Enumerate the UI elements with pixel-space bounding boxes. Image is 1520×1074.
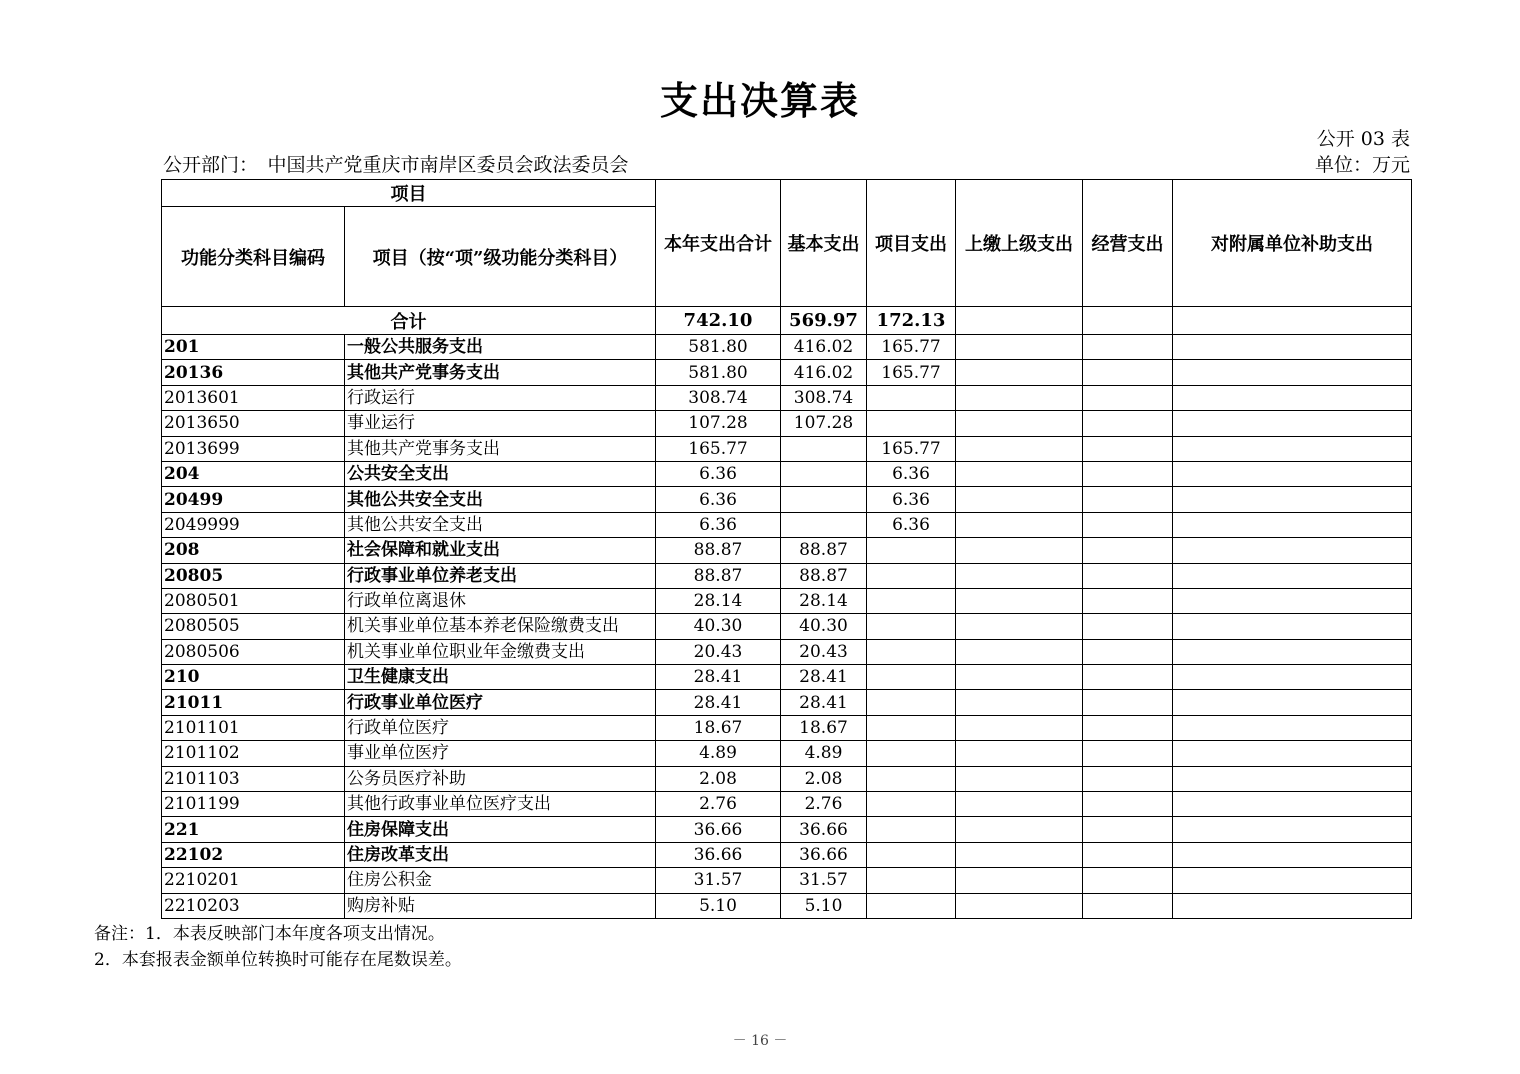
row-name: 机关事业单位职业年金缴费支出 xyxy=(345,639,656,664)
row-project xyxy=(867,385,956,410)
row-code: 2080505 xyxy=(162,614,345,639)
table-row xyxy=(162,817,1412,842)
row-subsidy xyxy=(1173,512,1412,537)
row-basic: 28.41 xyxy=(781,690,867,715)
row-basic: 5.10 xyxy=(781,893,867,918)
row-subsidy xyxy=(1173,893,1412,918)
row-subsidy xyxy=(1173,411,1412,436)
row-basic: 18.67 xyxy=(781,715,867,740)
row-upper xyxy=(956,868,1083,893)
header-project-group: 项目 xyxy=(162,180,656,207)
row-upper xyxy=(956,385,1083,410)
row-business xyxy=(1083,893,1173,918)
row-subsidy xyxy=(1173,335,1412,360)
row-basic: 88.87 xyxy=(781,563,867,588)
row-basic xyxy=(781,436,867,461)
header-upper: 上缴上级支出 xyxy=(956,180,1083,307)
row-name: 一般公共服务支出 xyxy=(345,335,656,360)
row-upper xyxy=(956,614,1083,639)
row-basic: 416.02 xyxy=(781,360,867,385)
header-name: 项目（按“项”级功能分类科目） xyxy=(345,207,656,307)
row-total: 5.10 xyxy=(656,893,781,918)
table-row xyxy=(162,868,1412,893)
row-code: 20136 xyxy=(162,360,345,385)
row-business xyxy=(1083,639,1173,664)
row-business xyxy=(1083,538,1173,563)
row-project xyxy=(867,588,956,613)
total-sum: 742.10 xyxy=(656,307,781,335)
row-business xyxy=(1083,690,1173,715)
table-row xyxy=(162,588,1412,613)
row-subsidy xyxy=(1173,461,1412,486)
row-project: 6.36 xyxy=(867,512,956,537)
row-project xyxy=(867,766,956,791)
total-basic: 569.97 xyxy=(781,307,867,335)
row-upper xyxy=(956,842,1083,867)
row-project xyxy=(867,842,956,867)
row-total: 28.41 xyxy=(656,690,781,715)
page-number: － 16 － xyxy=(732,1033,788,1049)
row-name: 机关事业单位基本养老保险缴费支出 xyxy=(345,614,656,639)
row-business xyxy=(1083,411,1173,436)
row-project: 165.77 xyxy=(867,360,956,385)
row-basic: 416.02 xyxy=(781,335,867,360)
row-name: 其他公共安全支出 xyxy=(345,487,656,512)
row-business xyxy=(1083,665,1173,690)
row-project xyxy=(867,665,956,690)
row-business xyxy=(1083,868,1173,893)
row-subsidy xyxy=(1173,792,1412,817)
row-total: 107.28 xyxy=(656,411,781,436)
row-code: 201 xyxy=(162,335,345,360)
header-code: 功能分类科目编码 xyxy=(162,207,345,307)
header-project: 项目支出 xyxy=(867,180,956,307)
row-upper xyxy=(956,512,1083,537)
table-row xyxy=(162,766,1412,791)
table-row xyxy=(162,893,1412,918)
row-business xyxy=(1083,335,1173,360)
row-code: 208 xyxy=(162,538,345,563)
row-total: 88.87 xyxy=(656,538,781,563)
row-total: 40.30 xyxy=(656,614,781,639)
row-basic xyxy=(781,512,867,537)
row-code: 2080501 xyxy=(162,588,345,613)
header-business: 经营支出 xyxy=(1083,180,1173,307)
row-business xyxy=(1083,792,1173,817)
row-upper xyxy=(956,665,1083,690)
row-name: 其他共产党事务支出 xyxy=(345,436,656,461)
note-2: 2．本套报表金额单位转换时可能存在尾数误差。 xyxy=(94,950,462,970)
total-business xyxy=(1083,307,1173,335)
row-subsidy xyxy=(1173,766,1412,791)
row-subsidy xyxy=(1173,385,1412,410)
row-name: 住房改革支出 xyxy=(345,842,656,867)
row-business xyxy=(1083,715,1173,740)
row-subsidy xyxy=(1173,690,1412,715)
row-basic: 88.87 xyxy=(781,538,867,563)
row-code: 20805 xyxy=(162,563,345,588)
row-subsidy xyxy=(1173,817,1412,842)
row-business xyxy=(1083,360,1173,385)
row-subsidy xyxy=(1173,436,1412,461)
row-name: 事业运行 xyxy=(345,411,656,436)
row-basic: 20.43 xyxy=(781,639,867,664)
row-upper xyxy=(956,436,1083,461)
row-basic: 31.57 xyxy=(781,868,867,893)
table-row xyxy=(162,360,1412,385)
row-business xyxy=(1083,614,1173,639)
note-1: 备注：1．本表反映部门本年度各项支出情况。 xyxy=(94,924,445,944)
row-upper xyxy=(956,715,1083,740)
row-name: 行政单位离退休 xyxy=(345,588,656,613)
row-code: 2080506 xyxy=(162,639,345,664)
row-basic xyxy=(781,461,867,486)
row-upper xyxy=(956,690,1083,715)
row-code: 2101103 xyxy=(162,766,345,791)
row-business xyxy=(1083,385,1173,410)
table-row xyxy=(162,665,1412,690)
total-subsidy xyxy=(1173,307,1412,335)
row-project xyxy=(867,563,956,588)
row-project xyxy=(867,715,956,740)
unit-label: 单位：万元 xyxy=(1314,154,1410,176)
row-total: 88.87 xyxy=(656,563,781,588)
row-subsidy xyxy=(1173,588,1412,613)
row-code: 2013650 xyxy=(162,411,345,436)
row-code: 2101102 xyxy=(162,741,345,766)
table-row xyxy=(162,715,1412,740)
table-row xyxy=(162,461,1412,486)
expenditure-table xyxy=(161,179,1412,919)
row-basic: 28.14 xyxy=(781,588,867,613)
row-project xyxy=(867,868,956,893)
table-row xyxy=(162,436,1412,461)
row-total: 6.36 xyxy=(656,512,781,537)
row-code: 221 xyxy=(162,817,345,842)
row-business xyxy=(1083,461,1173,486)
row-basic: 308.74 xyxy=(781,385,867,410)
table-row xyxy=(162,411,1412,436)
row-upper xyxy=(956,335,1083,360)
table-row xyxy=(162,614,1412,639)
row-subsidy xyxy=(1173,842,1412,867)
row-code: 2210201 xyxy=(162,868,345,893)
row-total: 28.41 xyxy=(656,665,781,690)
row-total: 165.77 xyxy=(656,436,781,461)
row-basic: 36.66 xyxy=(781,842,867,867)
row-total: 31.57 xyxy=(656,868,781,893)
row-name: 公务员医疗补助 xyxy=(345,766,656,791)
row-business xyxy=(1083,487,1173,512)
row-business xyxy=(1083,766,1173,791)
row-total: 28.14 xyxy=(656,588,781,613)
row-subsidy xyxy=(1173,614,1412,639)
row-total: 2.08 xyxy=(656,766,781,791)
row-code: 22102 xyxy=(162,842,345,867)
row-subsidy xyxy=(1173,868,1412,893)
row-basic: 36.66 xyxy=(781,817,867,842)
row-name: 其他共产党事务支出 xyxy=(345,360,656,385)
row-name: 其他行政事业单位医疗支出 xyxy=(345,792,656,817)
row-project xyxy=(867,538,956,563)
row-business xyxy=(1083,741,1173,766)
row-project xyxy=(867,792,956,817)
row-name: 住房保障支出 xyxy=(345,817,656,842)
row-basic: 40.30 xyxy=(781,614,867,639)
row-basic: 4.89 xyxy=(781,741,867,766)
row-total: 4.89 xyxy=(656,741,781,766)
row-project: 6.36 xyxy=(867,487,956,512)
row-name: 购房补贴 xyxy=(345,893,656,918)
row-upper xyxy=(956,741,1083,766)
row-basic: 28.41 xyxy=(781,665,867,690)
row-basic xyxy=(781,487,867,512)
row-subsidy xyxy=(1173,538,1412,563)
header-basic: 基本支出 xyxy=(781,180,867,307)
row-upper xyxy=(956,461,1083,486)
row-business xyxy=(1083,512,1173,537)
notes xyxy=(94,921,462,973)
row-total: 18.67 xyxy=(656,715,781,740)
row-name: 行政事业单位医疗 xyxy=(345,690,656,715)
row-name: 其他公共安全支出 xyxy=(345,512,656,537)
row-project: 6.36 xyxy=(867,461,956,486)
row-upper xyxy=(956,563,1083,588)
table-row xyxy=(162,792,1412,817)
row-total: 2.76 xyxy=(656,792,781,817)
row-code: 20499 xyxy=(162,487,345,512)
row-project xyxy=(867,639,956,664)
header-subsidy: 对附属单位补助支出 xyxy=(1173,180,1412,307)
row-total: 308.74 xyxy=(656,385,781,410)
row-project xyxy=(867,741,956,766)
row-basic: 107.28 xyxy=(781,411,867,436)
row-project xyxy=(867,690,956,715)
header-total: 本年支出合计 xyxy=(656,180,781,307)
row-code: 2210203 xyxy=(162,893,345,918)
row-business xyxy=(1083,563,1173,588)
row-subsidy xyxy=(1173,487,1412,512)
row-code: 2013601 xyxy=(162,385,345,410)
row-total: 36.66 xyxy=(656,817,781,842)
row-upper xyxy=(956,639,1083,664)
row-project: 165.77 xyxy=(867,335,956,360)
row-basic: 2.76 xyxy=(781,792,867,817)
row-subsidy xyxy=(1173,563,1412,588)
form-code: 公开 03 表 xyxy=(1316,128,1410,150)
row-upper xyxy=(956,893,1083,918)
table-row xyxy=(162,842,1412,867)
row-code: 2101199 xyxy=(162,792,345,817)
row-subsidy xyxy=(1173,665,1412,690)
row-upper xyxy=(956,538,1083,563)
row-upper xyxy=(956,792,1083,817)
row-subsidy xyxy=(1173,639,1412,664)
row-code: 210 xyxy=(162,665,345,690)
row-total: 581.80 xyxy=(656,360,781,385)
total-project: 172.13 xyxy=(867,307,956,335)
total-upper xyxy=(956,307,1083,335)
page-title: 支出决算表 xyxy=(659,78,860,123)
table-row xyxy=(162,512,1412,537)
row-project xyxy=(867,614,956,639)
row-business xyxy=(1083,817,1173,842)
table-row xyxy=(162,741,1412,766)
table-row xyxy=(162,690,1412,715)
total-label: 合计 xyxy=(162,307,656,335)
row-project: 165.77 xyxy=(867,436,956,461)
row-name: 公共安全支出 xyxy=(345,461,656,486)
row-subsidy xyxy=(1173,715,1412,740)
row-business xyxy=(1083,588,1173,613)
row-business xyxy=(1083,842,1173,867)
table-row xyxy=(162,487,1412,512)
row-upper xyxy=(956,411,1083,436)
row-project xyxy=(867,893,956,918)
row-code: 2013699 xyxy=(162,436,345,461)
row-upper xyxy=(956,360,1083,385)
row-name: 社会保障和就业支出 xyxy=(345,538,656,563)
row-code: 21011 xyxy=(162,690,345,715)
total-row xyxy=(162,307,1412,335)
row-name: 行政事业单位养老支出 xyxy=(345,563,656,588)
row-name: 行政运行 xyxy=(345,385,656,410)
row-name: 卫生健康支出 xyxy=(345,665,656,690)
row-total: 6.36 xyxy=(656,487,781,512)
row-basic: 2.08 xyxy=(781,766,867,791)
row-name: 住房公积金 xyxy=(345,868,656,893)
row-name: 行政单位医疗 xyxy=(345,715,656,740)
row-subsidy xyxy=(1173,741,1412,766)
table-row xyxy=(162,335,1412,360)
table-row xyxy=(162,538,1412,563)
row-total: 20.43 xyxy=(656,639,781,664)
row-upper xyxy=(956,588,1083,613)
row-code: 204 xyxy=(162,461,345,486)
row-total: 36.66 xyxy=(656,842,781,867)
table-row xyxy=(162,563,1412,588)
table-row xyxy=(162,639,1412,664)
row-code: 2049999 xyxy=(162,512,345,537)
row-upper xyxy=(956,487,1083,512)
row-subsidy xyxy=(1173,360,1412,385)
table-row xyxy=(162,385,1412,410)
row-business xyxy=(1083,436,1173,461)
row-code: 2101101 xyxy=(162,715,345,740)
row-upper xyxy=(956,766,1083,791)
row-project xyxy=(867,817,956,842)
row-total: 6.36 xyxy=(656,461,781,486)
row-upper xyxy=(956,817,1083,842)
row-total: 581.80 xyxy=(656,335,781,360)
row-project xyxy=(867,411,956,436)
department-label: 公开部门： 中国共产党重庆市南岸区委员会政法委员会 xyxy=(163,154,629,176)
row-name: 事业单位医疗 xyxy=(345,741,656,766)
